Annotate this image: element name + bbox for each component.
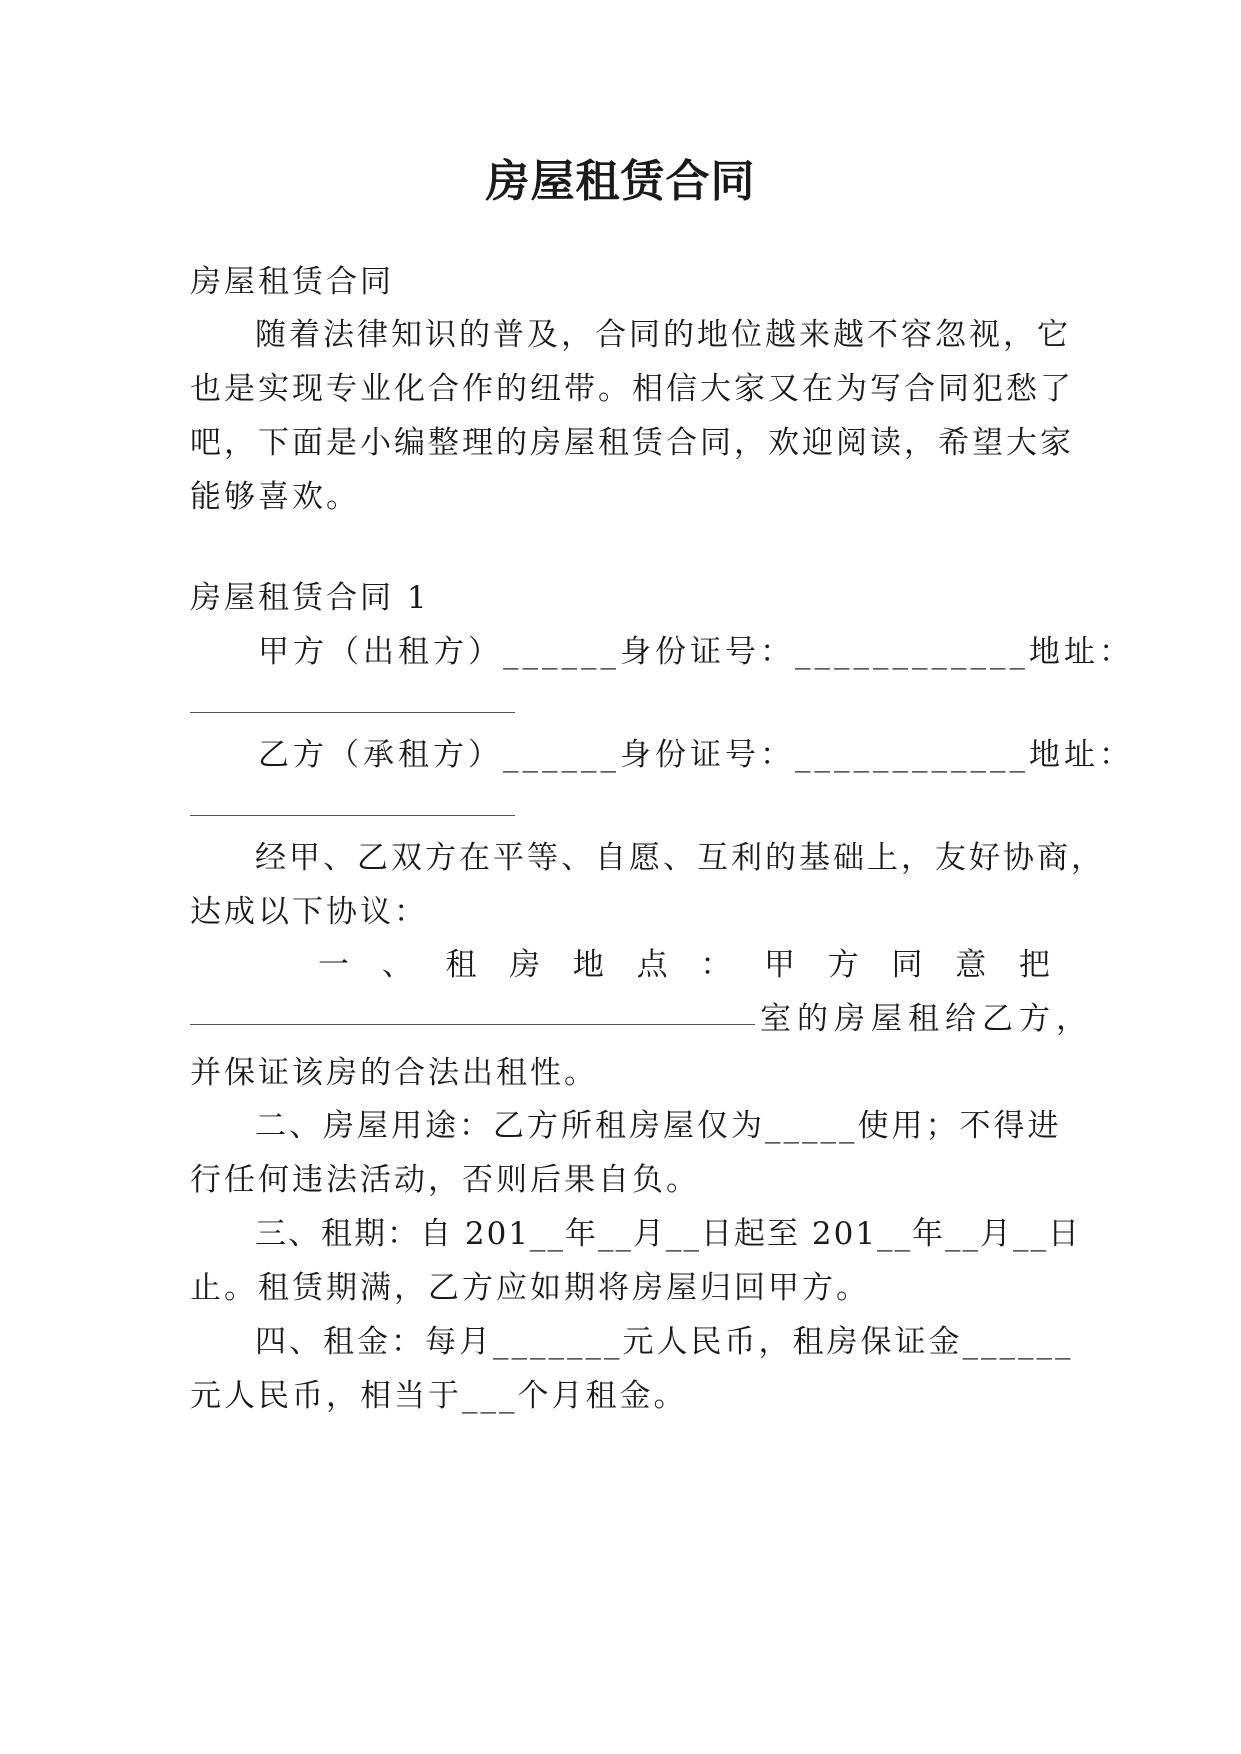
clause-2-line-1: 二、房屋用途：乙方所租房屋仅为_____使用；不得进 [255, 1108, 1062, 1144]
clause-1-char: 、 [381, 947, 413, 983]
intro-line-1: 随着法律知识的普及，合同的地位越来越不容忽视，它 [255, 317, 1071, 353]
clause-4-line-1: 四、租金：每月_______元人民币，租房保证金______ [255, 1324, 1074, 1360]
clause-1-line-3: 并保证该房的合法出租性。 [190, 1055, 598, 1091]
clause-4-line-2: 元人民币，相当于___个月租金。 [190, 1378, 688, 1414]
clause-1-char: 把 [1018, 947, 1050, 983]
clause-1-line-2: 室的房屋租给乙方， [760, 1001, 1093, 1037]
agreement-line-1: 经甲、乙双方在平等、自愿、互利的基础上，友好协商， [255, 840, 1105, 876]
party-a-address-blank [190, 712, 515, 713]
clause-2-line-2: 行任何违法活动，否则后果自负。 [190, 1162, 700, 1198]
party-b-line: 乙方（承租方）______身份证号：____________地址： [258, 737, 1134, 773]
party-b-address-blank [190, 815, 515, 816]
clause-1-char: 甲 [764, 947, 796, 983]
clause-3-line-1: 三、租期：自 201__年__月__日起至 201__年__月__日 [255, 1216, 1082, 1252]
clause-1-char: 点 [636, 947, 668, 983]
clause-1-char: 一 [318, 947, 349, 983]
clause-1-char: 意 [955, 947, 987, 983]
clause-1-char: 房 [509, 947, 541, 983]
clause-1-char: ： [700, 947, 732, 983]
party-a-line: 甲方（出租方）______身份证号：____________地址： [258, 634, 1134, 670]
clause-1-char: 方 [827, 947, 859, 983]
document-title: 房屋租赁合同 [485, 156, 756, 207]
clause-1-char: 租 [445, 947, 477, 983]
document-subtitle: 房屋租赁合同 [190, 264, 394, 300]
clause-1-line-1 [318, 945, 1050, 985]
intro-line-4: 能够喜欢。 [190, 479, 360, 515]
intro-line-2: 也是实现专业化合作的纽带。相信大家又在为写合同犯愁了 [190, 371, 1074, 407]
agreement-line-2: 达成以下协议： [190, 894, 428, 930]
clause-1-address-blank [190, 1024, 755, 1025]
clause-1-char: 地 [572, 947, 604, 983]
clause-1-char: 同 [891, 947, 923, 983]
clause-3-line-2: 止。租赁期满，乙方应如期将房屋归回甲方。 [190, 1270, 870, 1306]
intro-line-3: 吧，下面是小编整理的房屋租赁合同，欢迎阅读，希望大家 [190, 425, 1074, 461]
section-heading: 房屋租赁合同 1 [190, 580, 430, 616]
